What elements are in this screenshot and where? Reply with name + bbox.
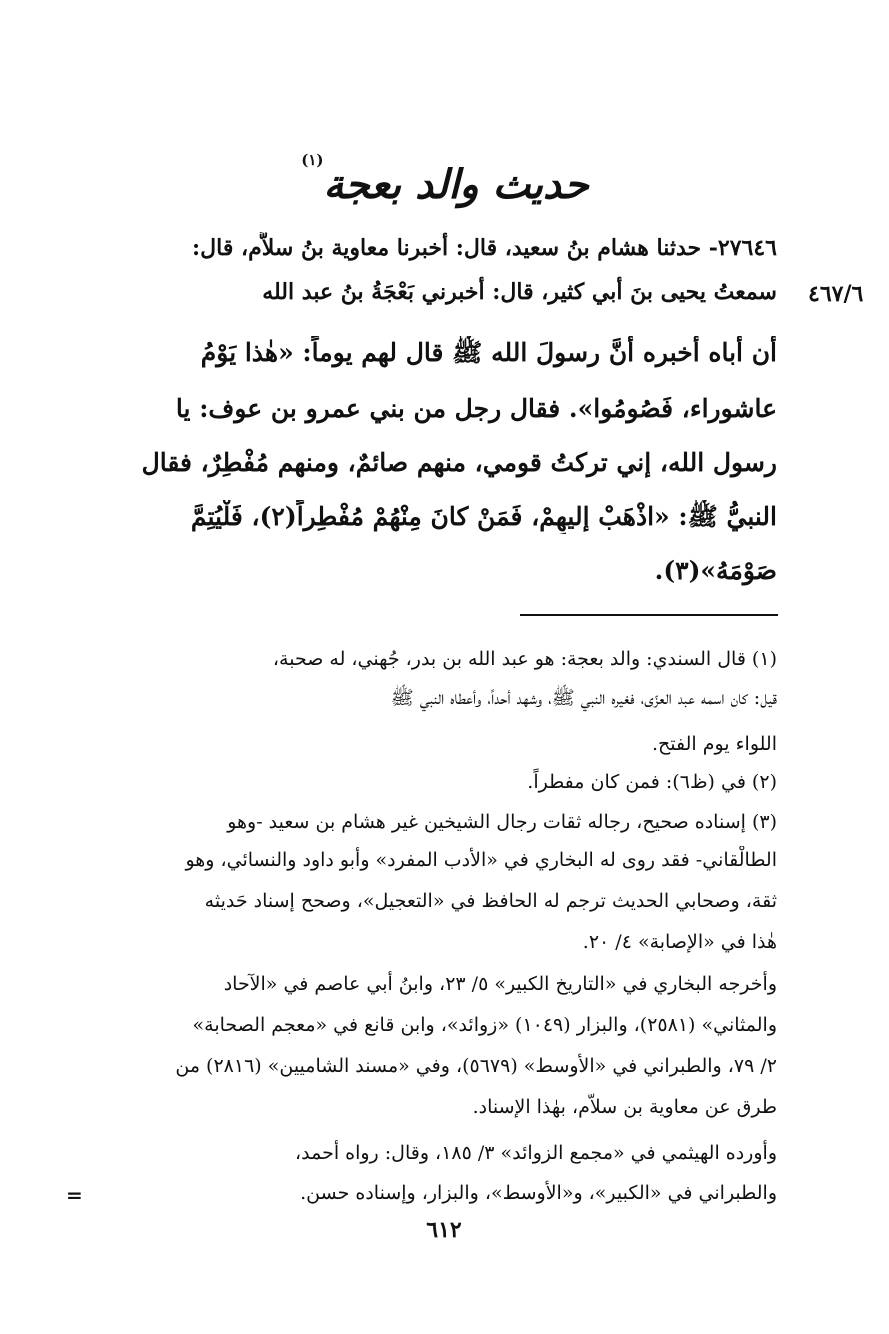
- footnote-line: قيل: كان اسمه عبد العزّى، فغيره النبي ﷺ، وشهد أحداً، وأعطاه النبي ﷺ: [390, 687, 777, 709]
- footnote-line: طرق عن معاوية بن سلاَّم، بهٰذا الإسناد.: [472, 1096, 777, 1118]
- matn-line: صَوْمَهُ»(٣).: [654, 556, 777, 585]
- footnote-line: (١) قال السندي: والد بعجة: هو عبد الله بن بدر، جُهني، له صحبة،: [272, 648, 777, 670]
- isnad-line: سمعتُ يحيى بنَ أبي كثير، قال: أخبرني بَعْجَةُ بنُ عبد الله: [262, 279, 777, 305]
- footnote-line: (٢) في (ظ٦): فمن كان مفطراً.: [527, 771, 777, 793]
- hadith-heading: [250, 150, 640, 220]
- footnote-line: والطبراني في «الكبير»، و«الأوسط»، والبزار، وإسناده حسن.: [300, 1182, 777, 1204]
- matn-line: رسول الله، إني تركتُ قومي، منهم صائمٌ، ومنهم مُفْطِرٌ، فقال: [141, 448, 777, 477]
- footnote-line: ثقة، وصحابي الحديث ترجم له الحافظ في «التعجيل»، وصحح إسناد حَديثه: [204, 890, 777, 912]
- heading-text: حديث والد بعجة: [323, 161, 589, 208]
- footnote-line: الطالْقاني- فقد روى له البخاري في «الأدب المفرد» وأبو داود والنسائي، وهو: [185, 849, 777, 871]
- footnote-line: ٢/ ٧٩، والطبراني في «الأوسط» (٥٦٧٩)، وفي «مسند الشاميين» (٢٨١٦) من: [175, 1055, 777, 1077]
- footnote-line: اللواء يوم الفتح.: [651, 733, 777, 755]
- isnad-line: ٢٧٦٤٦- حدثنا هشام بنُ سعيد، قال: أخبرنا معاوية بنُ سلاَّم، قال:: [192, 235, 777, 261]
- heading-note-ref: (١): [301, 151, 324, 169]
- matn-line: أن أباه أخبره أنَّ رسولَ الله ﷺ قال لهم يوماً: «هٰذا يَوْمُ: [200, 338, 777, 367]
- footnote-line: (٣) إسناده صحيح، رجاله ثقات رجال الشيخين غير هشام بن سعيد -وهو: [227, 811, 777, 833]
- continuation-mark: =: [66, 1183, 83, 1207]
- matn-line: النبيُّ ﷺ: «اذْهَبْ إليهِمْ، فَمَنْ كانَ مِنْهُمْ مُفْطِراً(٢)، فَلْيُتِمَّ: [190, 502, 777, 531]
- footnote-line: والمثاني» (٢٥٨١)، والبزار (١٠٤٩) «زوائد»، وابن قانع في «معجم الصحابة»: [192, 1014, 777, 1036]
- matn-line: عاشوراء، فَصُومُوا». فقال رجل من بني عمرو بن عوف: يا: [175, 394, 777, 423]
- page-number: ٦١٢: [426, 1217, 462, 1243]
- footnote-line: هٰذا في «الإصابة» ٤/ ٢٠.: [582, 931, 777, 953]
- margin-volume-page-ref: ٤٦٧/٦: [808, 281, 864, 307]
- footnote-line: وأخرجه البخاري في «التاريخ الكبير» ٥/ ٢٣، وابنُ أبي عاصم في «الآحاد: [223, 973, 777, 995]
- footnote-line: وأورده الهيثمي في «مجمع الزوائد» ٣/ ١٨٥، وقال: رواه أحمد،: [294, 1142, 777, 1164]
- footnote-separator: [520, 614, 778, 616]
